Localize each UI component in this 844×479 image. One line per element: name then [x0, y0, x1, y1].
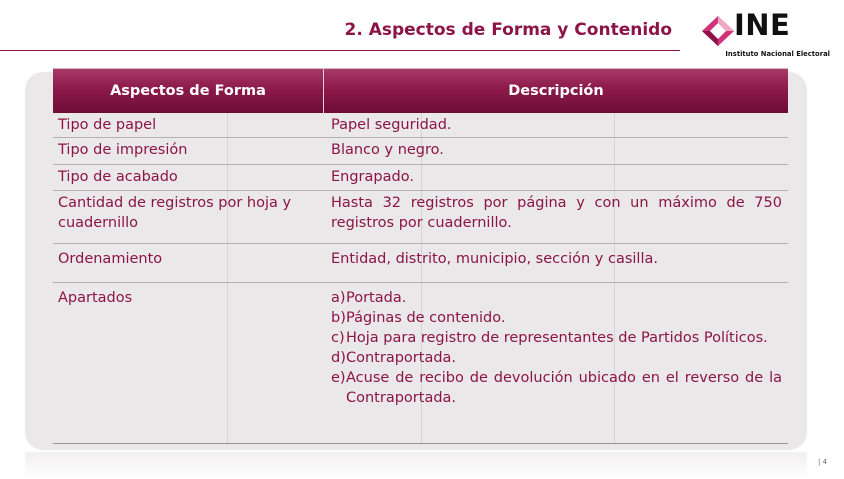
description-cell: Engrapado.	[331, 169, 414, 185]
aspect-cell: Tipo de papel	[58, 117, 157, 133]
list-item	[331, 308, 782, 328]
list-marker: e)	[331, 370, 346, 386]
ine-diamond-logo-icon	[698, 12, 738, 50]
aspect-cell: Apartados	[58, 290, 133, 306]
list-item-text: Acuse de recibo de devolución ubicado en el reverso de la Contraportada.	[346, 370, 782, 406]
list-item	[331, 368, 782, 408]
column-header-description: Descripción	[508, 83, 604, 99]
list-item-text: Portada.	[346, 290, 407, 306]
description-cell: Blanco y negro.	[331, 142, 444, 158]
table-row	[53, 138, 788, 165]
list-item	[331, 328, 782, 348]
logo-wordmark: INE	[734, 8, 791, 42]
aspect-cell: Cantidad de registros por hoja y cuadernillo	[58, 195, 292, 231]
aspect-cell: Tipo de impresión	[58, 142, 188, 158]
list-item	[331, 348, 782, 368]
panel-reflection	[25, 452, 807, 479]
table-row	[53, 113, 788, 138]
list-marker: c)	[331, 330, 345, 346]
list-marker: b)	[331, 310, 346, 326]
table-header	[53, 68, 788, 113]
description-cell: Entidad, distrito, municipio, sección y casilla.	[331, 251, 658, 267]
list-marker: d)	[331, 350, 346, 366]
column-header-aspect: Aspectos de Forma	[53, 69, 324, 113]
table-row	[53, 191, 788, 244]
aspect-cell: Tipo de acabado	[58, 169, 178, 185]
list-item-text: Hoja para registro de representantes de Partidos Políticos.	[346, 330, 768, 346]
description-cell: Hasta 32 registros por página y con un máximo de 750 registros por cuadernillo.	[331, 195, 782, 231]
list-item-text: Páginas de contenido.	[346, 310, 506, 326]
description-cell: Papel seguridad.	[331, 117, 452, 133]
description-cell	[324, 283, 788, 443]
aspect-cell: Ordenamiento	[58, 251, 163, 267]
page-number: | 4	[818, 458, 828, 466]
list-item	[331, 288, 782, 308]
page-title: 2. Aspectos de Forma y Contenido	[344, 20, 672, 40]
logo-subtitle: Instituto Nacional Electoral	[725, 50, 830, 58]
ine-logo	[694, 8, 830, 62]
table-row	[53, 165, 788, 191]
list-item-text: Contraportada.	[346, 350, 457, 366]
list-marker: a)	[331, 290, 346, 306]
title-divider	[0, 50, 680, 51]
aspects-table	[53, 68, 788, 444]
table-row	[53, 283, 788, 444]
sections-list	[331, 288, 782, 408]
table-row	[53, 244, 788, 283]
